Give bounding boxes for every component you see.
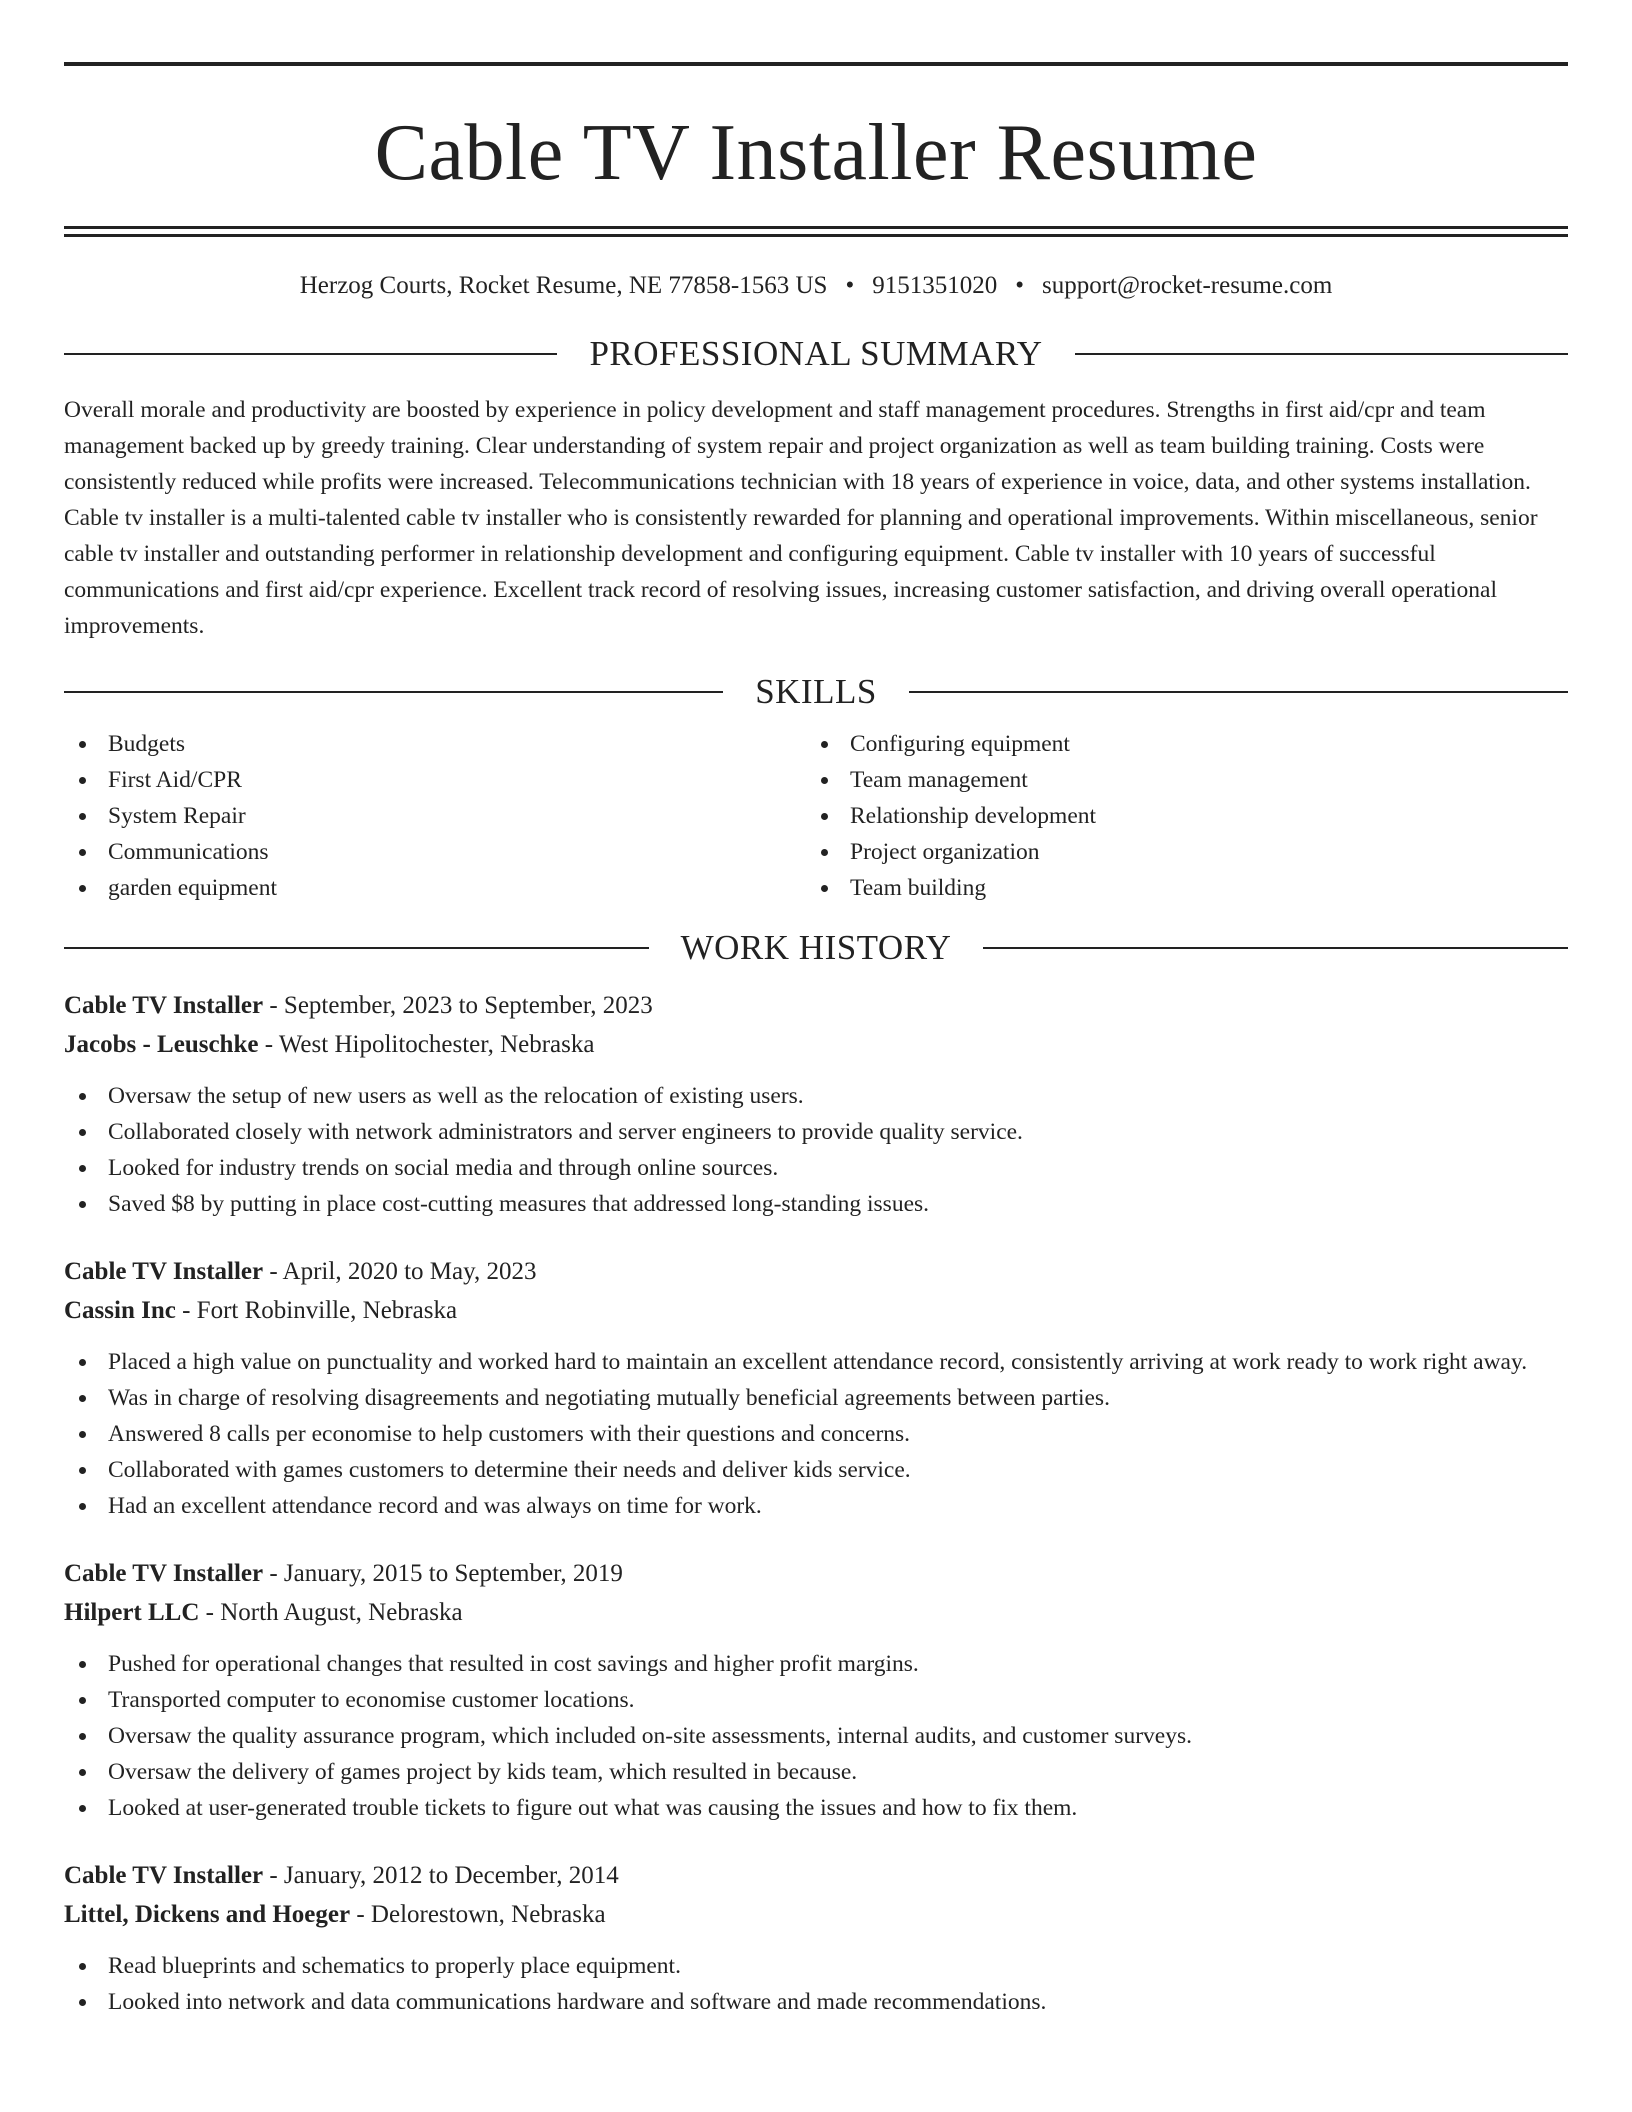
contact-line bbox=[64, 270, 1568, 302]
job-company-line bbox=[64, 1895, 1568, 1934]
work-history-section-heading bbox=[64, 926, 1568, 970]
job-duty: Saved $8 by putting in place cost-cutting measures that addressed long-standing issues. bbox=[64, 1186, 1568, 1222]
job-company: Littel, Dickens and Hoeger bbox=[64, 1901, 351, 1928]
skill-item: Project organization bbox=[806, 834, 1548, 870]
job-duty: Looked at user-generated trouble tickets to figure out what was causing the issues and how to fix them. bbox=[64, 1790, 1568, 1826]
resume-title: Cable TV Installer Resume bbox=[374, 109, 1258, 197]
skill-item: Configuring equipment bbox=[806, 726, 1548, 762]
job-duty: Looked into network and data communications hardware and software and made recommendations. bbox=[64, 1984, 1568, 2020]
contact-email: support@rocket-resume.com bbox=[1041, 272, 1333, 299]
skills-column-left bbox=[64, 726, 806, 906]
job-location: - Delorestown, Nebraska bbox=[350, 1901, 606, 1928]
job-location: - North August, Nebraska bbox=[199, 1599, 463, 1626]
job-duty: Oversaw the delivery of games project by kids team, which resulted in because. bbox=[64, 1754, 1568, 1790]
job-title-line bbox=[64, 1856, 1568, 1895]
summary-heading-label: PROFESSIONAL SUMMARY bbox=[589, 334, 1043, 373]
top-rule bbox=[64, 62, 1568, 66]
job-dates: - April, 2020 to May, 2023 bbox=[263, 1258, 537, 1285]
resume-page bbox=[64, 0, 1568, 2020]
heading-rule-left bbox=[64, 691, 723, 693]
heading-rule-left bbox=[64, 947, 649, 949]
job-dates: - January, 2012 to December, 2014 bbox=[263, 1862, 619, 1889]
job-duty: Oversaw the setup of new users as well as the relocation of existing users. bbox=[64, 1078, 1568, 1114]
job-company: Hilpert LLC bbox=[64, 1599, 200, 1626]
skills-list bbox=[64, 726, 1568, 906]
title-double-rule bbox=[64, 226, 1568, 237]
skills-column-right bbox=[806, 726, 1548, 906]
skill-item: Communications bbox=[64, 834, 806, 870]
skill-item: First Aid/CPR bbox=[64, 762, 806, 798]
job-duty: Had an excellent attendance record and was always on time for work. bbox=[64, 1488, 1568, 1524]
contact-separator: • bbox=[1015, 272, 1024, 299]
job-duties-list bbox=[64, 1078, 1568, 1222]
job-duties-list bbox=[64, 1344, 1568, 1524]
contact-separator: • bbox=[845, 272, 855, 299]
job-company: Cassin Inc bbox=[64, 1297, 176, 1324]
job-title-line bbox=[64, 1252, 1568, 1291]
job-duty: Collaborated with games customers to determine their needs and deliver kids service. bbox=[64, 1452, 1568, 1488]
job-duty: Collaborated closely with network administrators and server engineers to provide quality service. bbox=[64, 1114, 1568, 1150]
job-company-line bbox=[64, 1025, 1568, 1064]
job-entry bbox=[64, 986, 1568, 1222]
skill-item: Team management bbox=[806, 762, 1548, 798]
job-duties-list bbox=[64, 1646, 1568, 1826]
job-duty: Transported computer to economise customer locations. bbox=[64, 1682, 1568, 1718]
job-title-line bbox=[64, 986, 1568, 1025]
job-duty: Looked for industry trends on social media and through online sources. bbox=[64, 1150, 1568, 1186]
heading-rule-right bbox=[983, 947, 1568, 949]
heading-rule-right bbox=[1075, 353, 1568, 355]
skill-item: Budgets bbox=[64, 726, 806, 762]
skill-item: garden equipment bbox=[64, 870, 806, 906]
heading-rule-left bbox=[64, 353, 557, 355]
job-title: Cable TV Installer bbox=[64, 1862, 264, 1889]
job-entry bbox=[64, 1554, 1568, 1826]
work-history-heading-label: WORK HISTORY bbox=[680, 928, 952, 967]
job-entry bbox=[64, 1856, 1568, 2020]
job-company: Jacobs - Leuschke bbox=[64, 1031, 259, 1058]
job-title: Cable TV Installer bbox=[64, 1560, 264, 1587]
job-duty: Read blueprints and schematics to properly place equipment. bbox=[64, 1948, 1568, 1984]
job-entry bbox=[64, 1252, 1568, 1524]
job-title-line bbox=[64, 1554, 1568, 1593]
skills-heading-label: SKILLS bbox=[755, 672, 877, 711]
contact-address: Herzog Courts, Rocket Resume, NE 77858-1563 US bbox=[299, 272, 828, 299]
job-company-line bbox=[64, 1291, 1568, 1330]
skill-item: Team building bbox=[806, 870, 1548, 906]
heading-rule-right bbox=[909, 691, 1568, 693]
summary-section-heading bbox=[64, 332, 1568, 376]
job-duties-list bbox=[64, 1948, 1568, 2020]
job-duty: Answered 8 calls per economise to help customers with their questions and concerns. bbox=[64, 1416, 1568, 1452]
job-title: Cable TV Installer bbox=[64, 1258, 264, 1285]
job-duty: Placed a high value on punctuality and worked hard to maintain an excellent attendance record, consistently arriving at work ready to work right away. bbox=[64, 1344, 1568, 1380]
job-duty: Was in charge of resolving disagreements and negotiating mutually beneficial agreements between parties. bbox=[64, 1380, 1568, 1416]
job-location: - West Hipolitochester, Nebraska bbox=[258, 1031, 595, 1058]
job-company-line bbox=[64, 1593, 1568, 1632]
professional-summary-text: Overall morale and productivity are boosted by experience in policy development and staff management procedures. Strengths in first aid/cpr and team management backed up by greedy training. Clear understanding of system repair and project organization as well as team building training. Costs were consistently reduced while profits were increased. Telecommunications technician with 18 years of experience in voice, data, and other systems installation. Cable tv installer is a multi-talented cable tv installer who is consistently rewarded for planning and operational improvements. Within miscellaneous, senior cable tv installer and outstanding performer in relationship development and configuring equipment. Cable tv installer with 10 years of successful communications and first aid/cpr experience. Excellent track record of resolving issues, increasing customer satisfaction, and driving overall operational improvements. bbox=[64, 397, 1538, 639]
skill-item: Relationship development bbox=[806, 798, 1548, 834]
job-duty: Oversaw the quality assurance program, which included on-site assessments, internal audits, and customer surveys. bbox=[64, 1718, 1568, 1754]
job-location: - Fort Robinville, Nebraska bbox=[175, 1297, 458, 1324]
job-title: Cable TV Installer bbox=[64, 992, 264, 1019]
contact-phone: 9151351020 bbox=[872, 272, 998, 299]
job-duty: Pushed for operational changes that resulted in cost savings and higher profit margins. bbox=[64, 1646, 1568, 1682]
job-dates: - January, 2015 to September, 2019 bbox=[263, 1560, 623, 1587]
job-dates: - September, 2023 to September, 2023 bbox=[263, 992, 653, 1019]
skills-section-heading bbox=[64, 670, 1568, 714]
skill-item: System Repair bbox=[64, 798, 806, 834]
